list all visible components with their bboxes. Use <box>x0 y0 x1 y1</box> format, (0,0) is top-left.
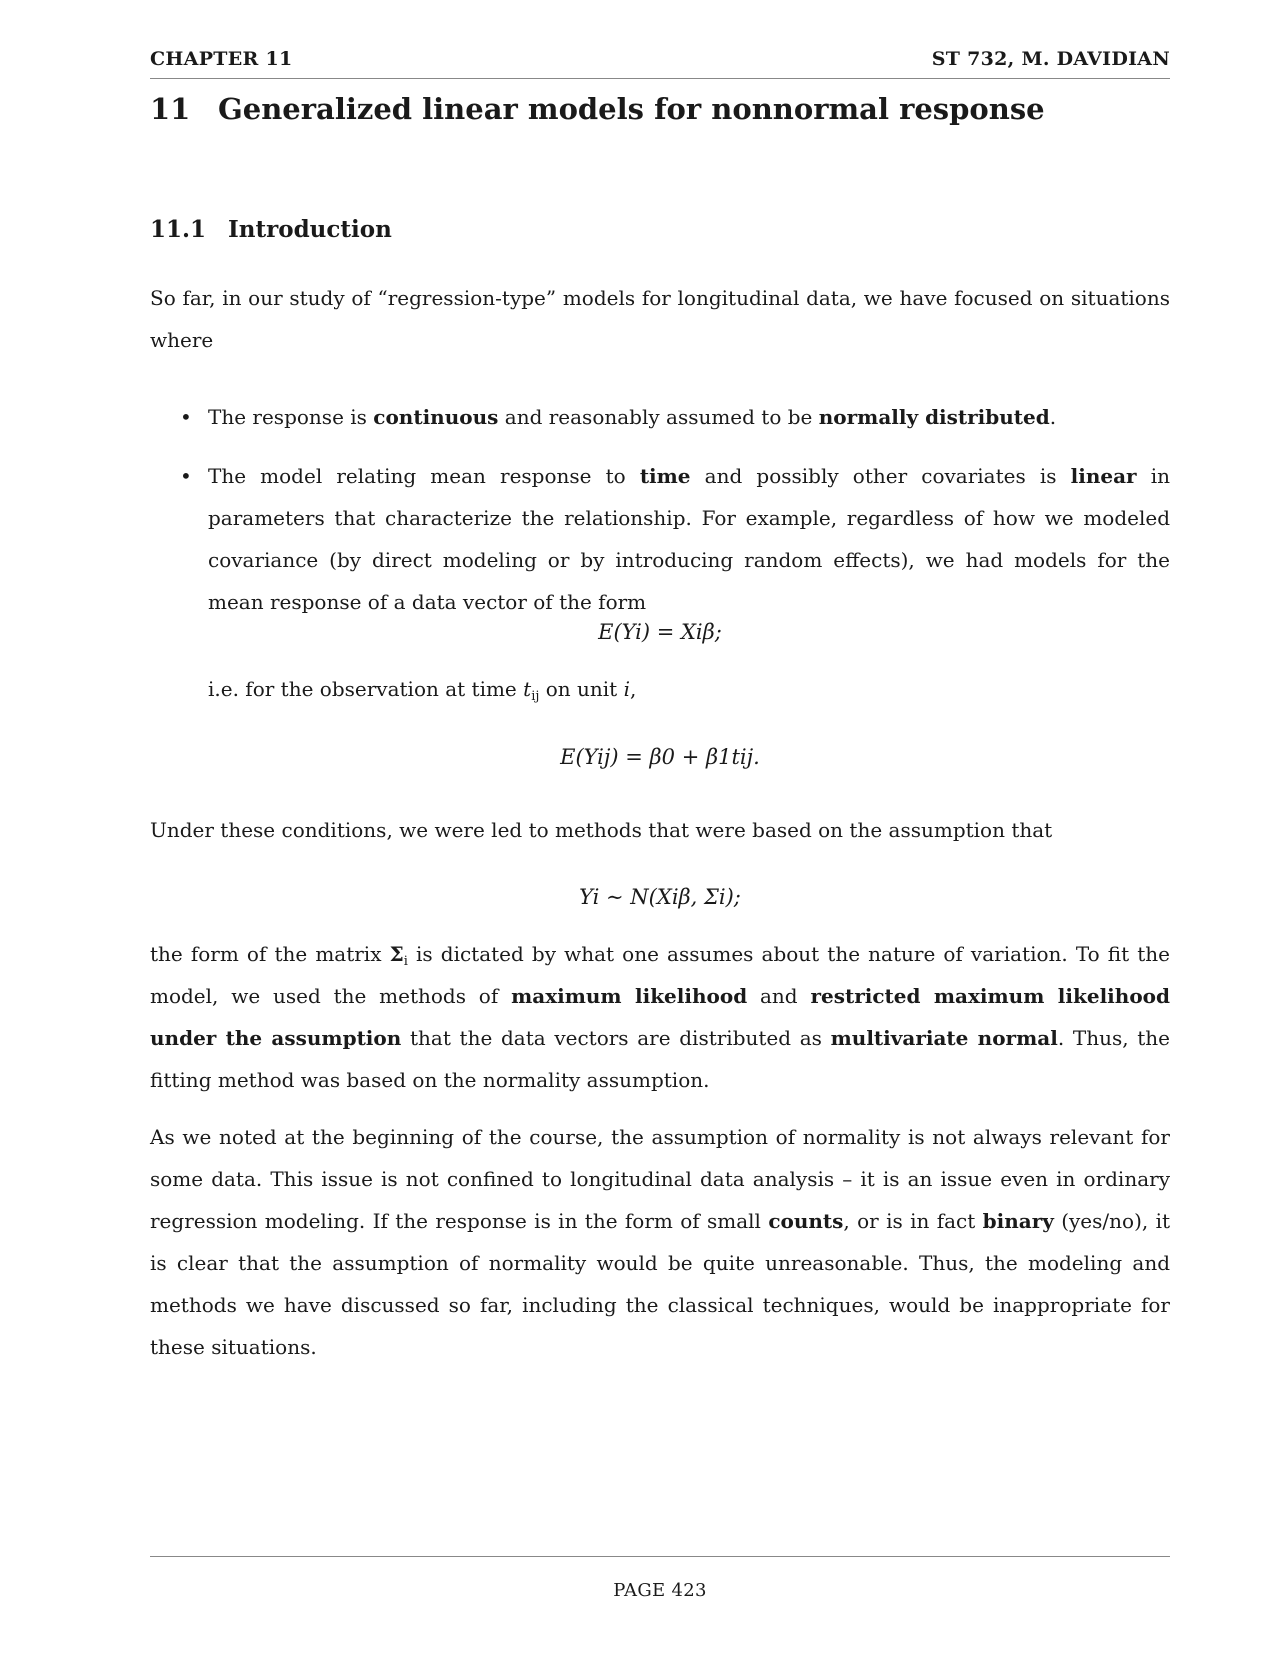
para-text: the form of the matrix <box>150 942 390 966</box>
equation-text: E(Yij) = β0 + β1tij. <box>560 745 760 769</box>
para-text: that the data vectors are distributed as <box>401 1026 831 1050</box>
para-text: , or is in fact <box>843 1209 983 1233</box>
intro-paragraph: So far, in our study of “regression-type” models for longitudinal data, we have focused on situations where <box>150 286 1170 352</box>
document-page <box>150 0 1170 1656</box>
math-symbol: Σ <box>389 942 404 966</box>
bold-term: multivariate normal <box>830 1026 1058 1050</box>
equation-normal-distribution <box>150 885 1170 909</box>
running-header-chapter: CHAPTER 11 <box>150 48 293 70</box>
page-number: PAGE 423 <box>613 1580 707 1601</box>
bullet-text: The response is <box>208 405 374 429</box>
bullet-item-model <box>150 455 1170 623</box>
para-text: and <box>747 984 811 1008</box>
bullet-dot: • <box>180 464 192 488</box>
equation-linear-time <box>150 745 1170 769</box>
para-text: is dictated by what one assumes about the nature of variation. To fit the model, we used the methods of <box>150 942 1170 1008</box>
bold-term: linear <box>1070 464 1137 488</box>
normality-paragraph <box>150 1116 1170 1368</box>
math-sub: i <box>403 954 408 969</box>
section-title-text: Introduction <box>228 216 392 243</box>
footer-rule <box>150 1556 1170 1557</box>
section-title <box>150 216 392 243</box>
para-text: . Thus, the fitting method was based on the normality assumption. <box>150 1026 1171 1092</box>
bold-term: normally distributed <box>818 405 1050 429</box>
math-var: t <box>523 677 532 701</box>
bold-term: maximum likelihood <box>511 984 748 1008</box>
bold-term: time <box>639 464 691 488</box>
bold-term: restricted maximum likelihood under the assumption <box>150 984 1170 1050</box>
ie-line <box>208 668 1170 710</box>
bullet-text: The model relating mean response to <box>208 464 640 488</box>
chapter-number: 11 <box>150 92 191 126</box>
math-var: i <box>623 677 630 701</box>
conditions-paragraph: Under these conditions, we were led to methods that were based on the assumption that <box>150 818 1053 842</box>
para-text: (yes/no), it is clear that the assumption of normality would be quite unreasonable. Thus, the modeling and methods we have discussed so far, including the classical techniques, would be inappropriate for these situations. <box>150 1209 1171 1359</box>
ie-text: on unit <box>539 677 624 701</box>
bullet-item-response <box>150 396 1170 438</box>
math-sub: ij <box>531 689 540 704</box>
bullet-text: and reasonably assumed to be <box>498 405 819 429</box>
bullet-dot: • <box>180 405 192 429</box>
header-rule <box>150 78 1170 79</box>
chapter-title <box>150 92 1045 126</box>
bullet-text: . <box>1049 405 1057 429</box>
ie-text: i.e. for the observation at time <box>208 677 524 701</box>
bullet-text: in parameters that characterize the relationship. For example, regardless of how we modeled covariance (by direct modeling or by introducing random effects), we had models for the mean response of a data vector of the form <box>208 464 1171 614</box>
running-header-course: ST 732, M. DAVIDIAN <box>931 48 1170 70</box>
fitting-paragraph <box>150 933 1170 1101</box>
ie-text: , <box>630 677 637 701</box>
bold-term: counts <box>768 1209 844 1233</box>
bold-term: continuous <box>373 405 499 429</box>
section-number: 11.1 <box>150 216 207 243</box>
running-header <box>150 48 1170 70</box>
equation-text: Yi ∼ N(Xiβ, Σi); <box>579 885 741 909</box>
equation-text: E(Yi) = Xiβ; <box>598 620 722 644</box>
para-text: As we noted at the beginning of the course, the assumption of normality is not always relevant for some data. This issue is not confined to longitudinal data analysis – it is an issue even in ordinary regression modeling. If the response is in the form of small <box>150 1125 1170 1233</box>
bullet-text: and possibly other covariates is <box>690 464 1071 488</box>
equation-mean-response <box>150 620 1170 644</box>
chapter-title-text: Generalized linear models for nonnormal response <box>218 92 1045 126</box>
bold-term: binary <box>982 1209 1054 1233</box>
